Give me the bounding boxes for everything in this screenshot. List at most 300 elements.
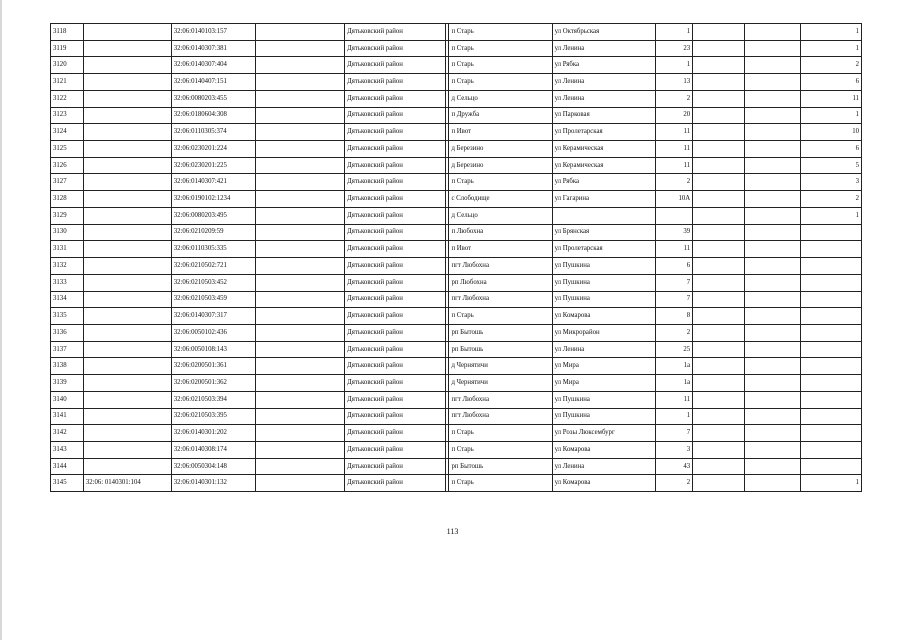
district-cell: Дятьковский район: [345, 57, 446, 74]
previous-number-cell: [83, 358, 171, 375]
house-number-cell: 1: [655, 24, 693, 41]
house-number-cell: 1а: [655, 375, 693, 392]
district-cell: Дятьковский район: [345, 341, 446, 358]
house-number-cell: 7: [655, 425, 693, 442]
empty-cell: [693, 391, 745, 408]
cadastral-number-cell: 32:06:0080203:495: [171, 207, 255, 224]
street-cell: ул Микрорайон: [552, 324, 655, 341]
settlement-cell: рп Любохна: [449, 274, 552, 291]
house-number-cell: 11: [655, 157, 693, 174]
table-row: [51, 258, 862, 275]
previous-number-cell: [83, 324, 171, 341]
house-number-cell: 3: [655, 441, 693, 458]
row-number-cell: 3130: [51, 224, 84, 241]
cadastral-number-cell: 32:06:0210503:394: [171, 391, 255, 408]
district-cell: Дятьковский район: [345, 174, 446, 191]
spacer-cell: [256, 425, 345, 442]
street-cell: ул Ленина: [552, 74, 655, 91]
count-cell: [801, 341, 862, 358]
settlement-cell: рп Бытошь: [449, 324, 552, 341]
table-row: [51, 74, 862, 91]
count-cell: 10: [801, 124, 862, 141]
row-number-cell: 3119: [51, 40, 84, 57]
previous-number-cell: [83, 74, 171, 91]
house-number-cell: 8: [655, 308, 693, 325]
district-cell: Дятьковский район: [345, 157, 446, 174]
empty-cell: [744, 141, 800, 158]
count-cell: 2: [801, 191, 862, 208]
settlement-cell: рп Бытошь: [449, 458, 552, 475]
settlement-cell: п Старь: [449, 74, 552, 91]
spacer-cell: [256, 458, 345, 475]
previous-number-cell: [83, 258, 171, 275]
empty-cell: [744, 174, 800, 191]
previous-number-cell: [83, 207, 171, 224]
settlement-cell: п Ивот: [449, 124, 552, 141]
empty-cell: [693, 408, 745, 425]
row-number-cell: 3129: [51, 207, 84, 224]
district-cell: Дятьковский район: [345, 207, 446, 224]
row-number-cell: 3144: [51, 458, 84, 475]
district-cell: Дятьковский район: [345, 241, 446, 258]
cadastral-number-cell: 32:06:0190102:1234: [171, 191, 255, 208]
empty-cell: [693, 124, 745, 141]
cadastral-number-cell: 32:06:0140308:174: [171, 441, 255, 458]
street-cell: ул Рябка: [552, 174, 655, 191]
count-cell: 5: [801, 157, 862, 174]
spacer-cell: [256, 207, 345, 224]
settlement-cell: п Дружба: [449, 107, 552, 124]
house-number-cell: 1: [655, 408, 693, 425]
settlement-cell: д Сельцо: [449, 207, 552, 224]
empty-cell: [744, 107, 800, 124]
district-cell: Дятьковский район: [345, 141, 446, 158]
empty-cell: [744, 324, 800, 341]
previous-number-cell: [83, 441, 171, 458]
previous-number-cell: [83, 90, 171, 107]
settlement-cell: п Старь: [449, 441, 552, 458]
empty-cell: [693, 224, 745, 241]
previous-number-cell: [83, 224, 171, 241]
spacer-cell: [256, 258, 345, 275]
district-cell: Дятьковский район: [345, 40, 446, 57]
empty-cell: [693, 57, 745, 74]
cadastral-number-cell: 32:06:0210502:721: [171, 258, 255, 275]
spacer-cell: [256, 341, 345, 358]
street-cell: ул Гагарина: [552, 191, 655, 208]
table-row: [51, 324, 862, 341]
settlement-cell: пгт Любохна: [449, 258, 552, 275]
count-cell: 1: [801, 207, 862, 224]
row-number-cell: 3143: [51, 441, 84, 458]
cadastral-number-cell: 32:06:0140301:132: [171, 475, 255, 492]
cadastral-number-cell: 32:06:0140407:151: [171, 74, 255, 91]
count-cell: [801, 458, 862, 475]
previous-number-cell: 32:06: 0140301:104: [83, 475, 171, 492]
house-number-cell: 11: [655, 391, 693, 408]
cadastral-number-cell: 32:06:0050102:436: [171, 324, 255, 341]
page-edge: [0, 0, 2, 640]
row-number-cell: 3132: [51, 258, 84, 275]
previous-number-cell: [83, 57, 171, 74]
empty-cell: [744, 207, 800, 224]
row-number-cell: 3135: [51, 308, 84, 325]
street-cell: ул Пушкина: [552, 391, 655, 408]
spacer-cell: [256, 241, 345, 258]
table-row: [51, 40, 862, 57]
street-cell: ул Комарова: [552, 475, 655, 492]
table-row: [51, 141, 862, 158]
empty-cell: [744, 475, 800, 492]
house-number-cell: 20: [655, 107, 693, 124]
district-cell: Дятьковский район: [345, 258, 446, 275]
row-number-cell: 3124: [51, 124, 84, 141]
empty-cell: [693, 458, 745, 475]
count-cell: [801, 324, 862, 341]
row-number-cell: 3138: [51, 358, 84, 375]
empty-cell: [693, 74, 745, 91]
empty-cell: [744, 57, 800, 74]
spacer-cell: [256, 408, 345, 425]
count-cell: [801, 441, 862, 458]
previous-number-cell: [83, 24, 171, 41]
cadastral-number-cell: 32:06:0210503:452: [171, 274, 255, 291]
previous-number-cell: [83, 341, 171, 358]
house-number-cell: 2: [655, 324, 693, 341]
district-cell: Дятьковский район: [345, 90, 446, 107]
row-number-cell: 3141: [51, 408, 84, 425]
row-number-cell: 3140: [51, 391, 84, 408]
settlement-cell: п Старь: [449, 57, 552, 74]
table-row: [51, 107, 862, 124]
house-number-cell: 13: [655, 74, 693, 91]
house-number-cell: [655, 207, 693, 224]
district-cell: Дятьковский район: [345, 107, 446, 124]
house-number-cell: 25: [655, 341, 693, 358]
row-number-cell: 3121: [51, 74, 84, 91]
count-cell: 3: [801, 174, 862, 191]
row-number-cell: 3128: [51, 191, 84, 208]
house-number-cell: 10А: [655, 191, 693, 208]
page-number: 113: [446, 527, 459, 536]
previous-number-cell: [83, 124, 171, 141]
table-row: [51, 124, 862, 141]
count-cell: [801, 258, 862, 275]
previous-number-cell: [83, 157, 171, 174]
district-cell: Дятьковский район: [345, 425, 446, 442]
empty-cell: [744, 358, 800, 375]
previous-number-cell: [83, 241, 171, 258]
table-row: [51, 408, 862, 425]
empty-cell: [693, 191, 745, 208]
house-number-cell: 7: [655, 291, 693, 308]
street-cell: ул Пушкина: [552, 291, 655, 308]
house-number-cell: 23: [655, 40, 693, 57]
row-number-cell: 3145: [51, 475, 84, 492]
table-row: [51, 291, 862, 308]
empty-cell: [744, 191, 800, 208]
empty-cell: [744, 224, 800, 241]
district-cell: Дятьковский район: [345, 74, 446, 91]
street-cell: ул Ленина: [552, 40, 655, 57]
table-row: [51, 308, 862, 325]
spacer-cell: [256, 475, 345, 492]
cadastral-number-cell: 32:06:0210503:459: [171, 291, 255, 308]
street-cell: ул Керамическая: [552, 157, 655, 174]
spacer-cell: [256, 191, 345, 208]
registry-rows: [51, 24, 862, 492]
previous-number-cell: [83, 107, 171, 124]
spacer-cell: [256, 324, 345, 341]
empty-cell: [744, 274, 800, 291]
district-cell: Дятьковский район: [345, 358, 446, 375]
table-row: [51, 90, 862, 107]
district-cell: Дятьковский район: [345, 324, 446, 341]
table-row: [51, 224, 862, 241]
empty-cell: [744, 408, 800, 425]
table-row: [51, 174, 862, 191]
house-number-cell: 11: [655, 241, 693, 258]
empty-cell: [693, 274, 745, 291]
settlement-cell: п Любохна: [449, 224, 552, 241]
street-cell: ул Ленина: [552, 90, 655, 107]
count-cell: [801, 224, 862, 241]
empty-cell: [693, 141, 745, 158]
street-cell: ул Пушкина: [552, 274, 655, 291]
spacer-cell: [256, 224, 345, 241]
district-cell: Дятьковский район: [345, 441, 446, 458]
street-cell: ул Октябрьская: [552, 24, 655, 41]
spacer-cell: [256, 124, 345, 141]
house-number-cell: 1: [655, 57, 693, 74]
previous-number-cell: [83, 40, 171, 57]
spacer-cell: [256, 174, 345, 191]
cadastral-number-cell: 32:06:0140103:157: [171, 24, 255, 41]
house-number-cell: 6: [655, 258, 693, 275]
empty-cell: [693, 341, 745, 358]
street-cell: ул Пролетарская: [552, 241, 655, 258]
count-cell: [801, 291, 862, 308]
street-cell: ул Розы Люксембург: [552, 425, 655, 442]
row-number-cell: 3139: [51, 375, 84, 392]
settlement-cell: с Слободище: [449, 191, 552, 208]
registry-table: [50, 23, 862, 492]
district-cell: Дятьковский район: [345, 308, 446, 325]
cadastral-number-cell: 32:06:0140301:202: [171, 425, 255, 442]
settlement-cell: п Старь: [449, 40, 552, 57]
empty-cell: [744, 241, 800, 258]
previous-number-cell: [83, 425, 171, 442]
empty-cell: [693, 425, 745, 442]
spacer-cell: [256, 157, 345, 174]
cadastral-number-cell: 32:06:0140307:404: [171, 57, 255, 74]
settlement-cell: д Чернятичи: [449, 358, 552, 375]
street-cell: ул Пролетарская: [552, 124, 655, 141]
empty-cell: [744, 157, 800, 174]
empty-cell: [744, 425, 800, 442]
previous-number-cell: [83, 141, 171, 158]
table-row: [51, 241, 862, 258]
empty-cell: [693, 24, 745, 41]
spacer-cell: [256, 274, 345, 291]
row-number-cell: 3133: [51, 274, 84, 291]
district-cell: Дятьковский район: [345, 375, 446, 392]
district-cell: Дятьковский район: [345, 191, 446, 208]
spacer-cell: [256, 74, 345, 91]
empty-cell: [693, 107, 745, 124]
table-row: [51, 341, 862, 358]
row-number-cell: 3142: [51, 425, 84, 442]
empty-cell: [744, 458, 800, 475]
spacer-cell: [256, 291, 345, 308]
count-cell: 11: [801, 90, 862, 107]
row-number-cell: 3126: [51, 157, 84, 174]
empty-cell: [693, 258, 745, 275]
settlement-cell: п Старь: [449, 174, 552, 191]
spacer-cell: [256, 441, 345, 458]
settlement-cell: пгт Любохна: [449, 408, 552, 425]
street-cell: ул Комарова: [552, 308, 655, 325]
house-number-cell: 39: [655, 224, 693, 241]
empty-cell: [744, 24, 800, 41]
count-cell: [801, 274, 862, 291]
count-cell: 6: [801, 74, 862, 91]
district-cell: Дятьковский район: [345, 391, 446, 408]
previous-number-cell: [83, 291, 171, 308]
count-cell: [801, 408, 862, 425]
empty-cell: [744, 441, 800, 458]
count-cell: [801, 425, 862, 442]
previous-number-cell: [83, 375, 171, 392]
street-cell: ул Рябка: [552, 57, 655, 74]
count-cell: [801, 308, 862, 325]
row-number-cell: 3134: [51, 291, 84, 308]
spacer-cell: [256, 308, 345, 325]
empty-cell: [693, 207, 745, 224]
empty-cell: [693, 291, 745, 308]
previous-number-cell: [83, 274, 171, 291]
row-number-cell: 3123: [51, 107, 84, 124]
cadastral-number-cell: 32:06:0080203:455: [171, 90, 255, 107]
table-row: [51, 57, 862, 74]
row-number-cell: 3137: [51, 341, 84, 358]
table-row: [51, 391, 862, 408]
empty-cell: [693, 40, 745, 57]
table-row: [51, 24, 862, 41]
district-cell: Дятьковский район: [345, 291, 446, 308]
count-cell: [801, 391, 862, 408]
table-row: [51, 458, 862, 475]
settlement-cell: д Березино: [449, 141, 552, 158]
empty-cell: [744, 375, 800, 392]
cadastral-number-cell: 32:06:0110305:335: [171, 241, 255, 258]
empty-cell: [693, 241, 745, 258]
house-number-cell: 11: [655, 141, 693, 158]
spacer-cell: [256, 358, 345, 375]
spacer-cell: [256, 141, 345, 158]
settlement-cell: д Сельцо: [449, 90, 552, 107]
house-number-cell: 43: [655, 458, 693, 475]
table-row: [51, 191, 862, 208]
count-cell: 1: [801, 107, 862, 124]
empty-cell: [744, 74, 800, 91]
previous-number-cell: [83, 408, 171, 425]
previous-number-cell: [83, 391, 171, 408]
settlement-cell: п Старь: [449, 308, 552, 325]
spacer-cell: [256, 90, 345, 107]
spacer-cell: [256, 24, 345, 41]
spacer-cell: [256, 391, 345, 408]
district-cell: Дятьковский район: [345, 224, 446, 241]
cadastral-number-cell: 32:06:0200501:361: [171, 358, 255, 375]
empty-cell: [693, 324, 745, 341]
empty-cell: [693, 358, 745, 375]
previous-number-cell: [83, 308, 171, 325]
empty-cell: [693, 90, 745, 107]
empty-cell: [693, 157, 745, 174]
empty-cell: [744, 258, 800, 275]
count-cell: 2: [801, 57, 862, 74]
spacer-cell: [256, 375, 345, 392]
table-row: [51, 441, 862, 458]
table-row: [51, 475, 862, 492]
house-number-cell: 1а: [655, 358, 693, 375]
count-cell: 1: [801, 40, 862, 57]
cadastral-number-cell: 32:06:0050304:148: [171, 458, 255, 475]
empty-cell: [744, 308, 800, 325]
table-row: [51, 425, 862, 442]
street-cell: ул Ленина: [552, 341, 655, 358]
cadastral-number-cell: 32:06:0140307:317: [171, 308, 255, 325]
district-cell: Дятьковский район: [345, 408, 446, 425]
district-cell: Дятьковский район: [345, 24, 446, 41]
cadastral-number-cell: 32:06:0180604:308: [171, 107, 255, 124]
count-cell: 1: [801, 24, 862, 41]
spacer-cell: [256, 107, 345, 124]
settlement-cell: пгт Любохна: [449, 391, 552, 408]
cadastral-number-cell: 32:06:0230201:224: [171, 141, 255, 158]
street-cell: ул Керамическая: [552, 141, 655, 158]
row-number-cell: 3120: [51, 57, 84, 74]
empty-cell: [693, 174, 745, 191]
count-cell: 6: [801, 141, 862, 158]
street-cell: ул Комарова: [552, 441, 655, 458]
empty-cell: [744, 124, 800, 141]
cadastral-number-cell: 32:06:0140307:421: [171, 174, 255, 191]
table-row: [51, 207, 862, 224]
street-cell: ул Пушкина: [552, 258, 655, 275]
row-number-cell: 3131: [51, 241, 84, 258]
table-row: [51, 375, 862, 392]
empty-cell: [693, 375, 745, 392]
street-cell: ул Ленина: [552, 458, 655, 475]
settlement-cell: рп Бытошь: [449, 341, 552, 358]
settlement-cell: п Старь: [449, 425, 552, 442]
house-number-cell: 2: [655, 90, 693, 107]
street-cell: ул Мира: [552, 358, 655, 375]
row-number-cell: 3125: [51, 141, 84, 158]
empty-cell: [744, 90, 800, 107]
cadastral-number-cell: 32:06:0110305:374: [171, 124, 255, 141]
count-cell: 1: [801, 475, 862, 492]
district-cell: Дятьковский район: [345, 475, 446, 492]
cadastral-number-cell: 32:06:0210503:395: [171, 408, 255, 425]
cadastral-number-cell: 32:06:0210209:59: [171, 224, 255, 241]
settlement-cell: п Старь: [449, 475, 552, 492]
district-cell: Дятьковский район: [345, 458, 446, 475]
street-cell: ул Пушкина: [552, 408, 655, 425]
empty-cell: [744, 391, 800, 408]
